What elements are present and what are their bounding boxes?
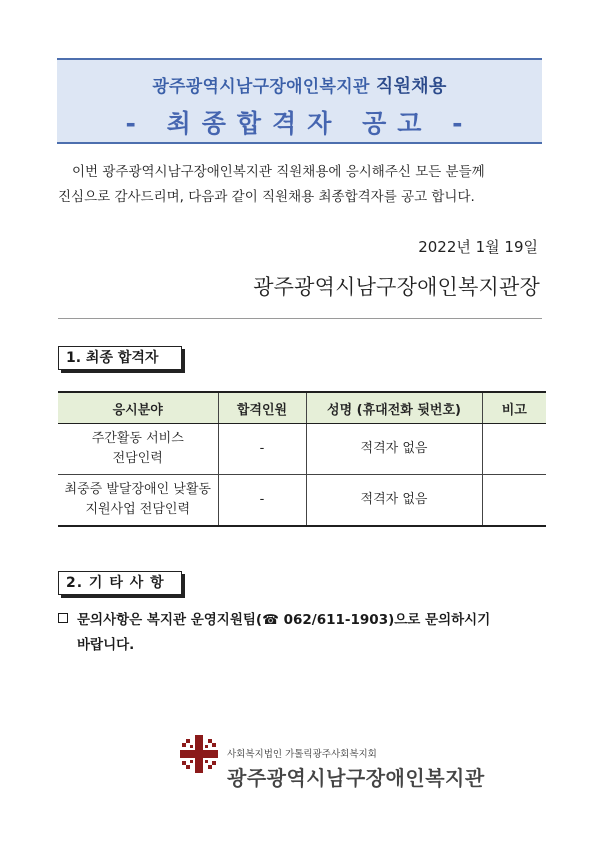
footer-subtitle: 사회복지법인 가톨릭광주사회복지회 — [227, 749, 377, 760]
table-row — [58, 424, 546, 475]
name-cell: 적격자 없음 — [306, 475, 482, 527]
announcement-date: 2022년 1월 19일 — [418, 238, 538, 256]
field-line-1: 최중증 발달장애인 낮활동 — [64, 482, 211, 497]
field-cell — [58, 475, 218, 527]
column-header: 합격인원 — [218, 392, 306, 424]
column-header: 비고 — [482, 392, 546, 424]
column-header: 응시분야 — [58, 392, 218, 424]
footer-org-name: 광주광역시남구장애인복지관 — [227, 766, 485, 790]
count-cell: - — [218, 424, 306, 475]
field-line-2: 전담인력 — [112, 451, 163, 466]
table-header-row — [58, 392, 546, 424]
note-cell — [482, 475, 546, 527]
section-2-title: 2. 기 타 사 항 — [58, 571, 182, 595]
note-line-2: 바랍니다. — [77, 637, 135, 653]
field-line-2: 지원사업 전담인력 — [85, 502, 191, 517]
intro-line-1: 이번 광주광역시남구장애인복지관 직원채용에 응시해주신 모든 분들께 — [72, 164, 485, 180]
note-text-1: 문의사항은 복지관 운영지원팀(☎ 062/611-1903)으로 문의하시기 — [77, 612, 491, 628]
title-banner — [57, 58, 542, 144]
name-cell: 적격자 없음 — [306, 424, 482, 475]
intro-line-2: 진심으로 감사드리며, 다음과 같이 직원채용 최종합격자를 공고 합니다. — [58, 189, 475, 205]
field-cell — [58, 424, 218, 475]
field-line-1: 주간활동 서비스 — [91, 431, 184, 446]
note-line-1 — [58, 608, 548, 633]
table-row — [58, 475, 546, 527]
count-cell: - — [218, 475, 306, 527]
banner-headline: - 최종합격자 공고 - — [125, 109, 474, 138]
note-cell — [482, 424, 546, 475]
banner-org-name: 광주광역시남구장애인복지관 — [152, 77, 370, 97]
intro-paragraph — [58, 160, 546, 210]
result-table — [58, 391, 546, 527]
inquiry-note — [58, 608, 548, 658]
banner-recruit-label: 직원채용 — [375, 76, 447, 97]
column-header: 성명 (휴대전화 뒷번호) — [306, 392, 482, 424]
cross-logo-icon — [178, 733, 220, 779]
divider — [58, 318, 542, 319]
banner-title — [57, 72, 542, 98]
signer-name: 광주광역시남구장애인복지관장 — [253, 275, 540, 299]
section-1-title: 1. 최종 합격자 — [58, 346, 182, 370]
checkbox-bullet-icon — [58, 613, 68, 623]
